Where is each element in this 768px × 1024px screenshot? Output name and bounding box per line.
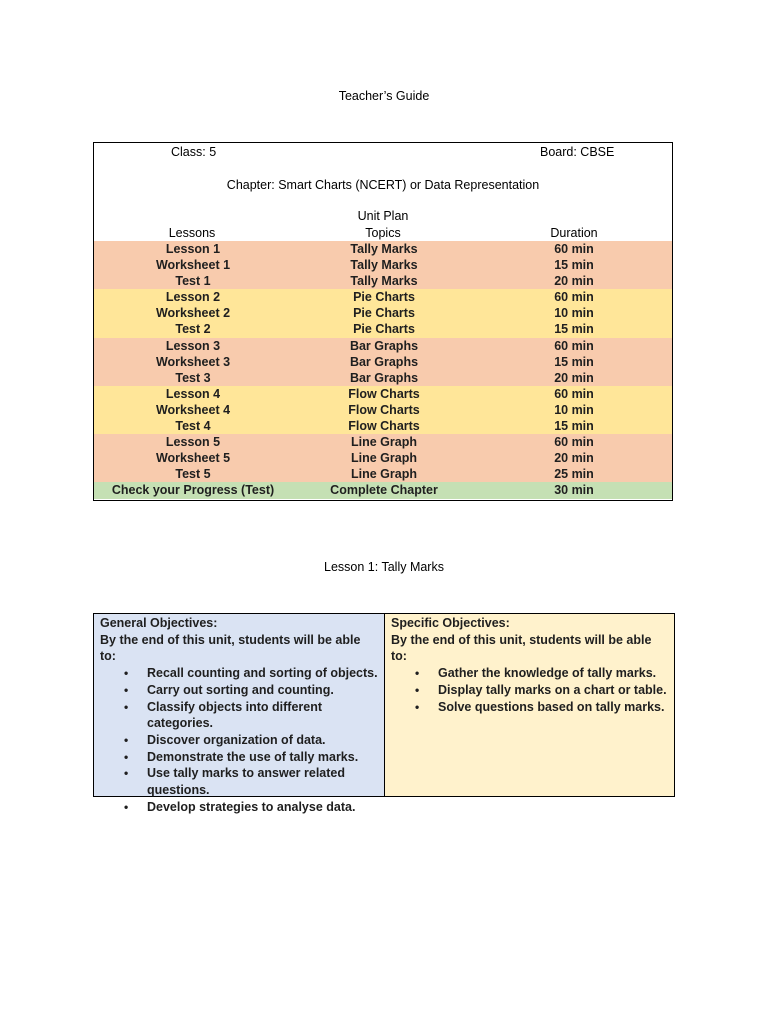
list-item <box>124 749 378 766</box>
table-row <box>94 370 672 386</box>
table-row <box>94 289 672 305</box>
table-row <box>94 386 672 402</box>
general-objectives-list <box>100 665 378 815</box>
list-item-text: Solve questions based on tally marks. <box>438 699 665 714</box>
lesson-cell: Worksheet 1 <box>155 258 231 273</box>
general-objectives-heading: General Objectives: <box>100 616 218 630</box>
lesson-cell: Test 5 <box>175 467 211 482</box>
specific-objectives-list <box>391 665 668 715</box>
lesson-cell: Test 2 <box>175 322 211 337</box>
specific-objectives <box>385 614 674 796</box>
lesson-cell: Worksheet 5 <box>155 451 231 466</box>
duration-cell: 10 min <box>554 402 594 417</box>
specific-objectives-heading: Specific Objectives: <box>391 616 510 630</box>
topic-cell: Line Graph <box>351 451 417 466</box>
list-item <box>415 665 668 682</box>
list-item-text: Display tally marks on a chart or table. <box>438 682 667 697</box>
table-row <box>94 338 672 354</box>
table-row <box>94 402 672 418</box>
bullet-icon: • <box>124 682 129 697</box>
list-item <box>124 682 378 699</box>
bullet-icon: • <box>124 666 129 681</box>
topic-cell: Flow Charts <box>348 419 420 434</box>
topic-cell: Complete Chapter <box>330 483 438 498</box>
topic-cell: Line Graph <box>351 435 417 450</box>
list-item-text: Classify objects into different categories. <box>147 699 323 731</box>
list-item <box>415 699 668 716</box>
list-item-text: Use tally marks to answer related questions. <box>147 766 346 798</box>
list-item <box>415 682 668 699</box>
lesson-cell: Lesson 2 <box>165 290 221 305</box>
table-row <box>94 257 672 273</box>
topic-cell: Tally Marks <box>350 274 418 289</box>
lesson-cell: Check your Progress (Test) <box>111 483 275 498</box>
bullet-icon: • <box>124 799 129 814</box>
general-objectives-intro: By the end of this unit, students will be able to: <box>100 632 361 664</box>
duration-cell: 60 min <box>554 435 594 450</box>
table-row <box>94 434 672 450</box>
bullet-icon: • <box>124 699 129 714</box>
list-item-text: Gather the knowledge of tally marks. <box>438 666 657 681</box>
unit-plan-table <box>93 142 673 501</box>
topic-cell: Line Graph <box>351 467 417 482</box>
duration-cell: 15 min <box>554 419 594 434</box>
table-row <box>94 482 672 498</box>
duration-cell: 15 min <box>554 322 594 337</box>
duration-cell: 60 min <box>554 242 594 256</box>
unit-plan-header <box>94 143 672 241</box>
list-item <box>124 665 378 682</box>
table-row <box>94 321 672 337</box>
unit-plan-rows <box>94 241 672 499</box>
topic-cell: Bar Graphs <box>349 338 419 353</box>
lesson-cell: Worksheet 4 <box>155 402 231 417</box>
duration-cell: 10 min <box>554 306 594 321</box>
topic-cell: Flow Charts <box>348 386 420 401</box>
class-label: Class: 5 <box>171 145 217 159</box>
lesson-cell: Worksheet 2 <box>155 306 231 321</box>
table-row <box>94 354 672 370</box>
table-row <box>94 466 672 482</box>
lesson-cell: Worksheet 3 <box>155 354 231 369</box>
objectives-table <box>93 613 675 814</box>
topic-cell: Bar Graphs <box>349 370 419 385</box>
duration-cell: 15 min <box>554 354 594 369</box>
topic-cell: Tally Marks <box>350 242 418 256</box>
duration-cell: 15 min <box>554 258 594 273</box>
board-label: Board: CBSE <box>540 145 615 159</box>
column-header-lessons: Lessons <box>168 226 216 240</box>
list-item <box>124 799 378 816</box>
duration-cell: 60 min <box>554 386 594 401</box>
list-item-text: Develop strategies to analyse data. <box>147 799 356 814</box>
bullet-icon: • <box>124 749 129 764</box>
list-item <box>124 699 378 732</box>
table-row <box>94 241 672 257</box>
column-header-topics: Topics <box>365 226 401 240</box>
lesson-cell: Test 3 <box>175 370 211 385</box>
bullet-icon: • <box>124 766 129 781</box>
duration-cell: 20 min <box>554 370 594 385</box>
lesson-cell: Lesson 3 <box>165 338 221 353</box>
lesson-cell: Test 4 <box>175 419 211 434</box>
general-objectives <box>94 614 385 814</box>
table-row <box>94 305 672 321</box>
unit-plan-heading: Unit Plan <box>357 209 409 223</box>
column-header-duration: Duration <box>550 226 598 240</box>
list-item-text: Demonstrate the use of tally marks. <box>147 749 359 764</box>
duration-cell: 30 min <box>554 483 594 498</box>
topic-cell: Pie Charts <box>353 290 415 305</box>
topic-cell: Flow Charts <box>348 402 420 417</box>
list-item-text: Recall counting and sorting of objects. <box>147 666 378 681</box>
specific-objectives-intro: By the end of this unit, students will be able to: <box>391 632 652 664</box>
topic-cell: Pie Charts <box>353 322 415 337</box>
table-row <box>94 273 672 289</box>
topic-cell: Bar Graphs <box>349 354 419 369</box>
list-item <box>124 732 378 749</box>
lesson-cell: Lesson 5 <box>165 435 221 450</box>
topic-cell: Pie Charts <box>353 306 415 321</box>
section-title: Lesson 1: Tally Marks <box>324 560 444 574</box>
lesson-cell: Test 1 <box>175 274 211 289</box>
topic-cell: Tally Marks <box>350 258 418 273</box>
lesson-cell: Lesson 4 <box>165 386 221 401</box>
table-row <box>94 450 672 466</box>
bullet-icon: • <box>124 732 129 747</box>
duration-cell: 60 min <box>554 338 594 353</box>
lesson-cell: Lesson 1 <box>165 242 221 256</box>
bullet-icon: • <box>415 682 420 697</box>
table-row <box>94 418 672 434</box>
duration-cell: 20 min <box>554 451 594 466</box>
list-item <box>124 765 378 798</box>
bullet-icon: • <box>415 699 420 714</box>
chapter-title: Chapter: Smart Charts (NCERT) or Data Representation <box>226 178 540 192</box>
duration-cell: 25 min <box>554 467 594 482</box>
duration-cell: 60 min <box>554 290 594 305</box>
duration-cell: 20 min <box>554 274 594 289</box>
list-item-text: Discover organization of data. <box>147 732 326 747</box>
page-title: Teacher’s Guide <box>338 89 430 103</box>
list-item-text: Carry out sorting and counting. <box>147 682 334 697</box>
bullet-icon: • <box>415 666 420 681</box>
